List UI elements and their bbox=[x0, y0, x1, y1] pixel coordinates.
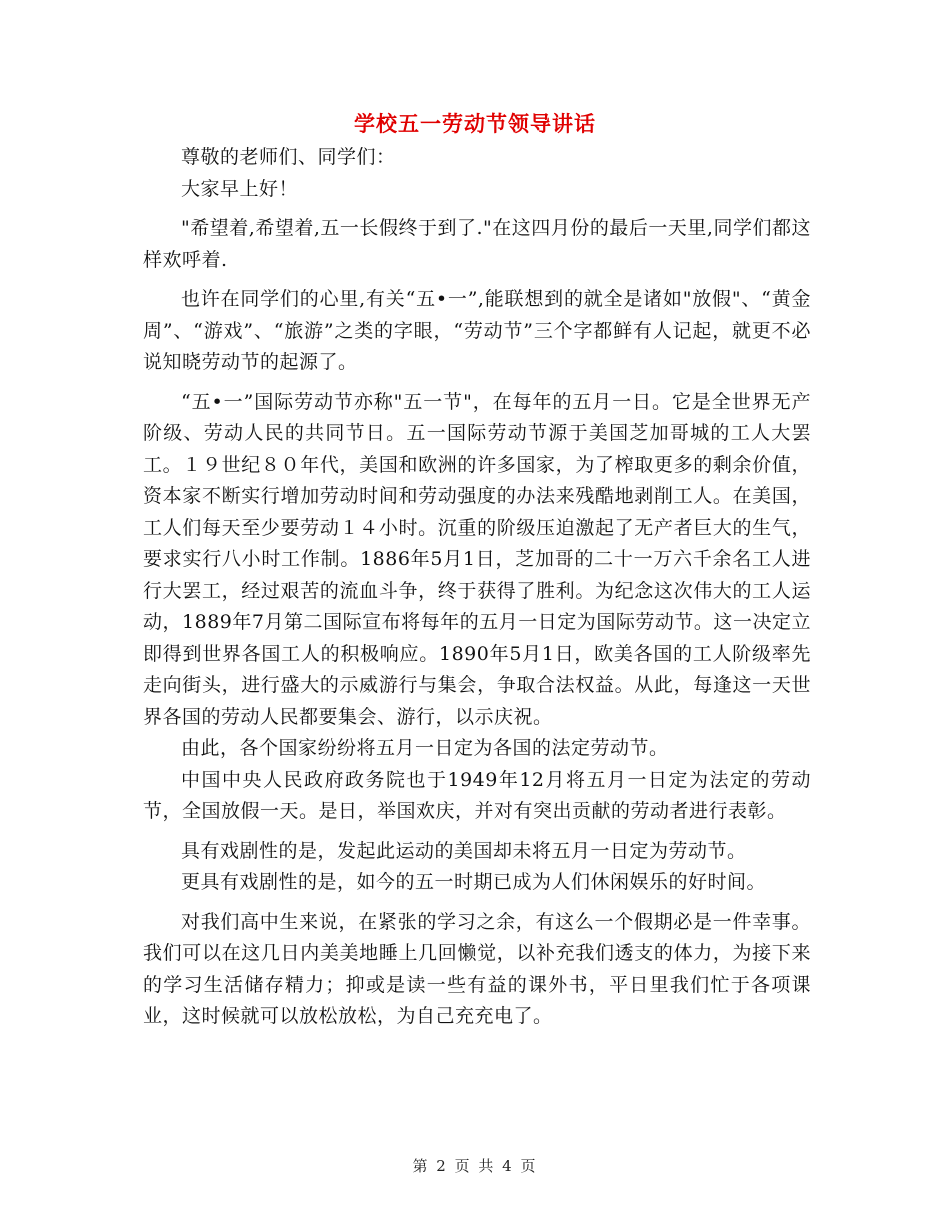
paragraph-morning: 大家早上好！ bbox=[181, 177, 299, 200]
paragraph: 由此，各个国家纷纷将五月一日定为各国的法定劳动节。 bbox=[181, 737, 669, 759]
paragraph: 对我们高中生来说，在紧张的学习之余，有这么一个假期必是一件幸事。我们可以在这几日内美美地睡上几回懒觉，以补充我们透支的体力，为接下来的学习生活储存精力；抑或是读一些有益的课外书，平日里我们忙于各项课业，这时候就可以放松放松，为自己充充电了。 bbox=[143, 910, 811, 1027]
paragraph: 具有戏剧性的是，发起此运动的美国却未将五月一日定为劳动节。 bbox=[181, 839, 747, 862]
paragraph: 也许在同学们的心里,有关“五•一”,能联想到的就全是诸如"放假"、“黄金周”、“游戏”、“旅游”之类的字眼，“劳动节”三个字都鲜有人记起，就更不必说知晓劳动节的起源了。 bbox=[143, 288, 811, 373]
paragraph: "希望着,希望着,五一长假终于到了."在这四月份的最后一天里,同学们都这样欢呼着. bbox=[143, 217, 811, 271]
page-footer: 第 2 页 共 4 页 bbox=[412, 1157, 538, 1175]
document-body bbox=[143, 142, 811, 1033]
paragraph: 中国中央人民政府政务院也于1949年12月将五月一日定为法定的劳动节，全国放假一天。是日，举国欢庆，并对有突出贡献的劳动者进行表彰。 bbox=[143, 768, 811, 822]
paragraph: 更具有戏剧性的是，如今的五一时期已成为人们休闲娱乐的好时间。 bbox=[181, 871, 767, 893]
paragraph-greeting: 尊敬的老师们、同学们： bbox=[181, 146, 396, 168]
paragraph: “五•一”国际劳动节亦称"五一节"，在每年的五月一日。它是全世界无产阶级、劳动人民的共同节日。五一国际劳动节源于美国芝加哥城的工人大罢工。１９世纪８０年代，美国和欧洲的许多国家，为了榨取更多的剩余价值，资本家不断实行增加劳动时间和劳动强度的办法来残酷地剥削工人。在美国，工人们每天至少要劳动１４小时。沉重的阶级压迫激起了无产者巨大的生气，要求实行八小时工作制。1886年5月1日，芝加哥的二十一万六千余名工人进行大罢工，经过艰苦的流血斗争，终于获得了胜利。为纪念这次伟大的工人运动，1889年7月第二国际宣布将每年的五月一日定为国际劳动节。这一决定立即得到世界各国工人的积极响应。1890年5月1日，欧美各国的工人阶级率先走向街头，进行盛大的示威游行与集会，争取合法权益。从此，每逢这一天世界各国的劳动人民都要集会、游行，以示庆祝。 bbox=[143, 390, 811, 728]
page-title: 学校五一劳动节领导讲话 bbox=[354, 112, 596, 136]
